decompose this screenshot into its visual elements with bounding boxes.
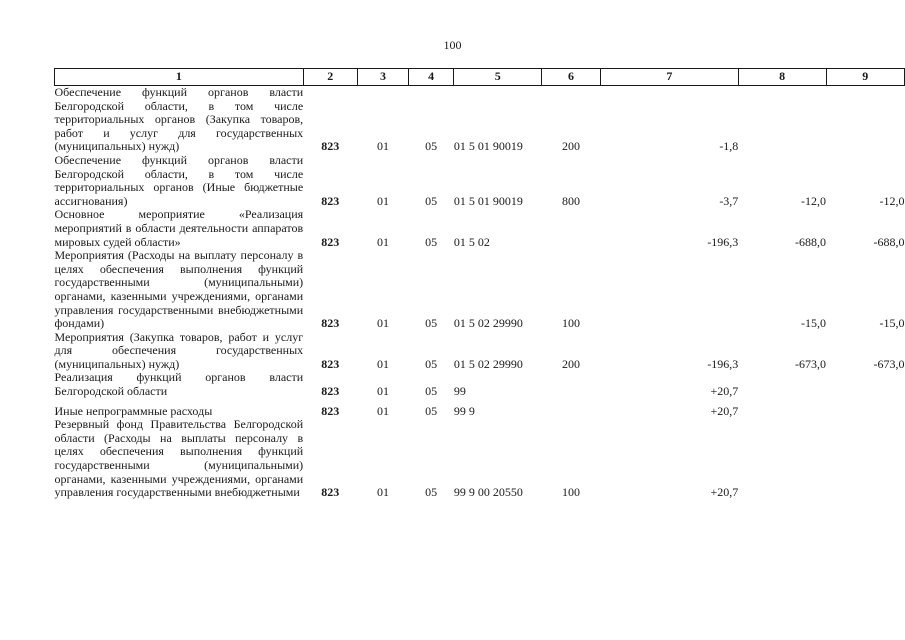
row-name: Реализация функций органов власти Белгородской области <box>54 370 304 399</box>
row-target-article: 01 5 01 90019 <box>453 193 523 208</box>
row-name: Обеспечение функций органов власти Белгородской области, в том числе территориальных органов (Иные бюджетные ассигнования) <box>54 152 304 208</box>
row-section: 01 <box>376 316 389 331</box>
row-target-article: 01 5 02 <box>453 234 490 249</box>
header-col-6: 6 <box>542 69 601 86</box>
row-target-article: 99 9 00 20550 <box>453 485 523 500</box>
row-subsection: 05 <box>425 234 438 249</box>
header-col-1: 1 <box>55 69 304 86</box>
row-section: 01 <box>376 234 389 249</box>
header-col-5: 5 <box>454 69 542 86</box>
row-value-8: -15,0 <box>801 316 827 331</box>
table-row <box>55 249 905 331</box>
row-value-8 <box>738 405 826 419</box>
row-value-9 <box>826 371 904 398</box>
row-value-7: +20,7 <box>710 384 739 399</box>
row-value-7: -196,3 <box>707 234 739 249</box>
row-expense-type <box>542 405 601 419</box>
row-value-7: -1,8 <box>719 139 739 154</box>
row-value-9 <box>826 418 904 500</box>
row-target-article: 99 9 <box>453 403 475 418</box>
row-subsection: 05 <box>425 356 438 371</box>
row-subsection: 05 <box>425 485 438 500</box>
row-section: 01 <box>376 485 389 500</box>
row-name: Резервный фонд Правительства Белгородской области (Расходы на выплаты персоналу в целях обеспечения выполнения функций государственными (муниципальными) органами, казенными учреждениями, органами управления государственными внебюджетными <box>54 417 304 500</box>
row-section: 01 <box>376 384 389 399</box>
table-row <box>55 371 905 398</box>
row-value-7 <box>600 249 738 331</box>
row-target-article: 01 5 01 90019 <box>453 139 523 154</box>
table-row <box>55 86 905 154</box>
row-expense-type: 100 <box>561 485 580 500</box>
row-section: 01 <box>376 139 389 154</box>
row-name: Мероприятия (Закупка товаров, работ и услуг для обеспечения государственных (муниципальных) нужд) <box>54 329 304 371</box>
row-subsection: 05 <box>425 193 438 208</box>
row-expense-type <box>542 371 601 398</box>
row-expense-type: 200 <box>561 356 580 371</box>
row-value-9 <box>826 405 904 419</box>
row-value-7: -196,3 <box>707 356 739 371</box>
table-row <box>55 208 905 249</box>
row-name: Мероприятия (Расходы на выплату персоналу в целях обеспечения выполнения функций государственными (муниципальными) органами, казенными учреждениями, органами управления государственными внебюджетными фондами) <box>54 248 304 331</box>
table-row <box>55 154 905 208</box>
row-value-9: -12,0 <box>879 193 905 208</box>
row-grbs: 823 <box>321 316 340 331</box>
row-subsection: 05 <box>425 139 438 154</box>
row-grbs: 823 <box>321 384 340 399</box>
header-col-9: 9 <box>826 69 904 86</box>
row-grbs: 823 <box>321 234 340 249</box>
row-expense-type: 100 <box>561 316 580 331</box>
row-target-article: 01 5 02 29990 <box>453 356 523 371</box>
row-name: Обеспечение функций органов власти Белгородской области, в том числе территориальных органов (Закупка товаров, работ и услуг для государственных (муниципальных) нужд) <box>54 85 304 154</box>
row-value-7: +20,7 <box>710 403 739 418</box>
row-value-8 <box>738 418 826 500</box>
page-number: 100 <box>443 38 462 52</box>
row-target-article: 99 <box>453 384 466 399</box>
row-name: Основное мероприятие «Реализация мероприятий в области деятельности аппаратов мировых судей области» <box>54 207 304 249</box>
row-value-9: -15,0 <box>879 316 905 331</box>
row-subsection: 05 <box>425 403 438 418</box>
header-col-3: 3 <box>357 69 408 86</box>
row-expense-type <box>542 208 601 249</box>
header-col-4: 4 <box>408 69 453 86</box>
row-value-9: -688,0 <box>873 234 905 249</box>
row-value-8 <box>738 86 826 154</box>
row-subsection: 05 <box>425 316 438 331</box>
row-grbs: 823 <box>321 403 340 418</box>
header-col-2: 2 <box>303 69 357 86</box>
row-section: 01 <box>376 193 389 208</box>
row-expense-type: 200 <box>561 139 580 154</box>
budget-table <box>54 68 905 500</box>
header-col-7: 7 <box>600 69 738 86</box>
row-value-7: -3,7 <box>719 193 739 208</box>
table-row <box>55 418 905 500</box>
row-value-8: -673,0 <box>795 356 827 371</box>
row-expense-type: 800 <box>561 193 580 208</box>
row-target-article: 01 5 02 29990 <box>453 316 523 331</box>
row-grbs: 823 <box>321 139 340 154</box>
row-value-9: -673,0 <box>873 356 905 371</box>
row-value-8: -688,0 <box>795 234 827 249</box>
table-header-row <box>55 69 905 86</box>
row-subsection: 05 <box>425 384 438 399</box>
row-grbs: 823 <box>321 485 340 500</box>
row-value-7: +20,7 <box>710 485 739 500</box>
row-value-8: -12,0 <box>801 193 827 208</box>
table-row <box>55 331 905 372</box>
header-col-8: 8 <box>738 69 826 86</box>
row-name: Иные непрограммные расходы <box>54 403 213 418</box>
row-grbs: 823 <box>321 193 340 208</box>
row-section: 01 <box>376 356 389 371</box>
row-grbs: 823 <box>321 356 340 371</box>
row-value-9 <box>826 86 904 154</box>
row-section: 01 <box>376 403 389 418</box>
table-row <box>55 405 905 419</box>
row-value-8 <box>738 371 826 398</box>
